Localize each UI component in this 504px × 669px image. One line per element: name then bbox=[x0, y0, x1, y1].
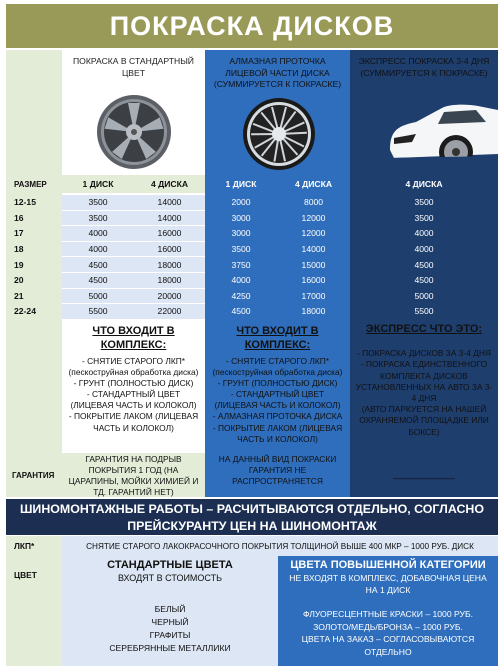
row-dia-4-disks: 15000 bbox=[277, 257, 350, 272]
standard-colors bbox=[62, 556, 278, 666]
color-label: ЦВЕТ bbox=[6, 556, 62, 666]
row-std-4-disks: 20000 bbox=[134, 289, 205, 304]
standard-colors-title: СТАНДАРТНЫЕ ЦВЕТА bbox=[107, 559, 233, 571]
express-includes bbox=[350, 320, 498, 458]
row-dia-4-disks: 8000 bbox=[277, 195, 350, 210]
express-includes-list: - ПОКРАСКА ДИСКОВ ЗА 3-4 ДНЯ - ПОКРАСКА ЕДИНСТВЕННОГО КОМПЛЕКТА ДИСКОВ УСТАНОВЛЕННЫХ НА АВТО ЗА 3-4 ДНЯ (АВТО ПАРКУЕТСЯ НА НАШЕЙ ОХРАНЯЕМОЙ ПЛОЩАДКЕ ИЛИ БОКСЕ) bbox=[355, 348, 493, 437]
row-std-4-disks: 14000 bbox=[134, 195, 205, 210]
row-size: 16 bbox=[6, 211, 62, 226]
row-std-1-disk: 5000 bbox=[62, 289, 134, 304]
row-std-1-disk: 5500 bbox=[62, 304, 134, 319]
row-std-4-disks: 18000 bbox=[134, 273, 205, 288]
row-size: 17 bbox=[6, 226, 62, 241]
lkp-row bbox=[6, 536, 498, 556]
row-exp-4-disks: 4500 bbox=[350, 273, 498, 288]
row-size: 18 bbox=[6, 242, 62, 257]
dia-sub1: 1 ДИСК bbox=[205, 175, 277, 193]
std-sub2: 4 ДИСКА bbox=[150, 179, 189, 189]
premium-colors-sub: НЕ ВХОДЯТ В КОМПЛЕКС, ДОБАВОЧНАЯ ЦЕНА НА 1 ДИСК bbox=[289, 573, 487, 595]
express-header: ЭКСПРЕСС ПОКРАСКА 3-4 ДНЯ (СУММИРУЕТСЯ К ПОКРАСКЕ) bbox=[358, 56, 490, 78]
page-title: ПОКРАСКА ДИСКОВ bbox=[6, 4, 498, 48]
row-dia-4-disks: 14000 bbox=[277, 242, 350, 257]
row-dia-4-disks: 18000 bbox=[277, 304, 350, 319]
row-dia-1-disk: 3000 bbox=[205, 211, 277, 226]
lkp-text: СНЯТИЕ СТАРОГО ЛАКОКРАСОЧНОГО ПОКРЫТИЯ ТОЛЩИНОЙ ВЫШЕ 400 МКР – 1000 РУБ. ДИСК bbox=[62, 536, 498, 556]
premium-colors-list: ФЛУОРЕСЦЕНТНЫЕ КРАСКИ – 1000 РУБ. ЗОЛОТО/МЕДЬ/БРОНЗА – 1000 РУБ. ЦВЕТА НА ЗАКАЗ – СОГЛАСОВЫВАЮТСЯ ОТДЕЛЬНО bbox=[301, 609, 475, 657]
warranty-label-cell bbox=[6, 453, 62, 497]
row-std-1-disk: 4500 bbox=[62, 257, 134, 272]
row-exp-4-disks: 3500 bbox=[350, 211, 498, 226]
diamond-includes-title: ЧТО ВХОДИТ В КОМПЛЕКС: bbox=[236, 325, 319, 352]
express-includes-title: ЭКСПРЕСС ЧТО ЭТО: bbox=[365, 323, 483, 335]
row-exp-4-disks: 4000 bbox=[350, 242, 498, 257]
row-dia-1-disk: 2000 bbox=[205, 195, 277, 210]
row-dia-4-disks: 17000 bbox=[277, 289, 350, 304]
row-std-1-disk: 4000 bbox=[62, 242, 134, 257]
row-exp-4-disks: 5000 bbox=[350, 289, 498, 304]
row-dia-1-disk: 4000 bbox=[205, 273, 277, 288]
tire-mount-notice: ШИНОМОНТАЖНЫЕ РАБОТЫ – РАСЧИТЫВАЮТСЯ ОТДЕЛЬНО, СОГЛАСНО ПРЕЙСКУРАНТУ ЦЕН НА ШИНОМОНТАЖ bbox=[6, 499, 498, 535]
warranty-express: ___________ bbox=[393, 469, 455, 480]
row-size: 22-24 bbox=[6, 304, 62, 319]
row-std-1-disk: 3500 bbox=[62, 195, 134, 210]
diamond-includes-list: - СНЯТИЕ СТАРОГО ЛКП* (пескоструйная обработка диска) - ГРУНТ (ПОЛНОСТЬЮ ДИСК) - СТАНДАРТНЫЙ ЦВЕТ (ЛИЦЕВАЯ ЧАСТЬ И КОЛОКОЛ) - АЛМАЗНАЯ ПРОТОЧКА ДИСКА - ПОКРЫТИЕ ЛАКОМ (ЛИЦЕВАЯ ЧАСТЬ И КОЛОКОЛ) bbox=[212, 355, 343, 444]
row-dia-1-disk: 3000 bbox=[205, 226, 277, 241]
warranty-standard: ГАРАНТИЯ НА ПОДРЫВ ПОКРЫТИЯ 1 ГОД (НА ЦАРАПИНЫ, МОЙКИ ХИМИЕЙ И ТД. ГАРАНТИЙ НЕТ) bbox=[62, 453, 205, 497]
diamond-header: АЛМАЗНАЯ ПРОТОЧКА ЛИЦЕВОЙ ЧАСТИ ДИСКА (СУММИРУЕТСЯ К ПОКРАСКЕ) bbox=[213, 56, 342, 90]
size-label: РАЗМЕР bbox=[14, 179, 47, 189]
row-std-4-disks: 18000 bbox=[134, 257, 205, 272]
row-std-1-disk: 4000 bbox=[62, 226, 134, 241]
standard-colors-sub: ВХОДЯТ В СТОИМОСТЬ bbox=[117, 573, 223, 583]
standard-colors-list: БЕЛЫЙ ЧЕРНЫЙ ГРАФИТЫ СЕРЕБРЯННЫЕ МЕТАЛЛИКИ bbox=[109, 604, 231, 653]
row-dia-1-disk: 4250 bbox=[205, 289, 277, 304]
row-dia-4-disks: 12000 bbox=[277, 211, 350, 226]
row-size: 20 bbox=[6, 273, 62, 288]
standard-includes bbox=[62, 320, 205, 458]
row-std-4-disks: 16000 bbox=[134, 242, 205, 257]
row-size: 21 bbox=[6, 289, 62, 304]
row-dia-4-disks: 16000 bbox=[277, 273, 350, 288]
row-std-4-disks: 14000 bbox=[134, 211, 205, 226]
row-dia-1-disk: 3500 bbox=[205, 242, 277, 257]
standard-includes-title: ЧТО ВХОДИТ В КОМПЛЕКС: bbox=[92, 325, 175, 352]
premium-colors-title: ЦВЕТА ПОВЫШЕННОЙ КАТЕГОРИИ bbox=[290, 559, 486, 571]
standard-includes-list: - СНЯТИЕ СТАРОГО ЛКП* (пескоструйная обработка диска) - ГРУНТ (ПОЛНОСТЬЮ ДИСК) - СТАНДАРТНЫЙ ЦВЕТ (ЛИЦЕВАЯ ЧАСТЬ И КОЛОКОЛ) - ПОКРЫТИЕ ЛАКОМ (ЛИЦЕВАЯ ЧАСТЬ И КОЛОКОЛ) bbox=[68, 355, 199, 433]
warranty-diamond: НА ДАННЫЙ ВИД ПОКРАСКИ ГАРАНТИЯ НЕ РАСПРОСТРАНЯЕТСЯ bbox=[218, 454, 337, 486]
color-section bbox=[6, 556, 498, 666]
row-std-1-disk: 4500 bbox=[62, 273, 134, 288]
row-std-4-disks: 22000 bbox=[134, 304, 205, 319]
std-sub1: 1 ДИСК bbox=[82, 179, 114, 189]
exp-sub1: 4 ДИСКА bbox=[350, 175, 498, 193]
standard-header: ПОКРАСКА В СТАНДАРТНЫЙ ЦВЕТ bbox=[73, 56, 194, 78]
row-std-4-disks: 16000 bbox=[134, 226, 205, 241]
warranty-label: ГАРАНТИЯ bbox=[12, 470, 55, 480]
diamond-includes bbox=[205, 320, 350, 458]
row-dia-1-disk: 4500 bbox=[205, 304, 277, 319]
row-exp-4-disks: 5500 bbox=[350, 304, 498, 319]
row-dia-1-disk: 3750 bbox=[205, 257, 277, 272]
row-std-1-disk: 3500 bbox=[62, 211, 134, 226]
row-exp-4-disks: 4000 bbox=[350, 226, 498, 241]
row-size: 12-15 bbox=[6, 195, 62, 210]
row-size: 19 bbox=[6, 257, 62, 272]
row-dia-4-disks: 12000 bbox=[277, 226, 350, 241]
white-car-image bbox=[386, 92, 498, 170]
diamond-cut-wheel-image bbox=[240, 94, 318, 174]
dia-sub2: 4 ДИСКА bbox=[277, 175, 350, 193]
row-exp-4-disks: 3500 bbox=[350, 195, 498, 210]
alloy-wheel-image bbox=[90, 93, 178, 171]
lkp-label: ЛКП* bbox=[6, 536, 62, 556]
row-exp-4-disks: 4500 bbox=[350, 257, 498, 272]
premium-colors bbox=[278, 556, 498, 666]
